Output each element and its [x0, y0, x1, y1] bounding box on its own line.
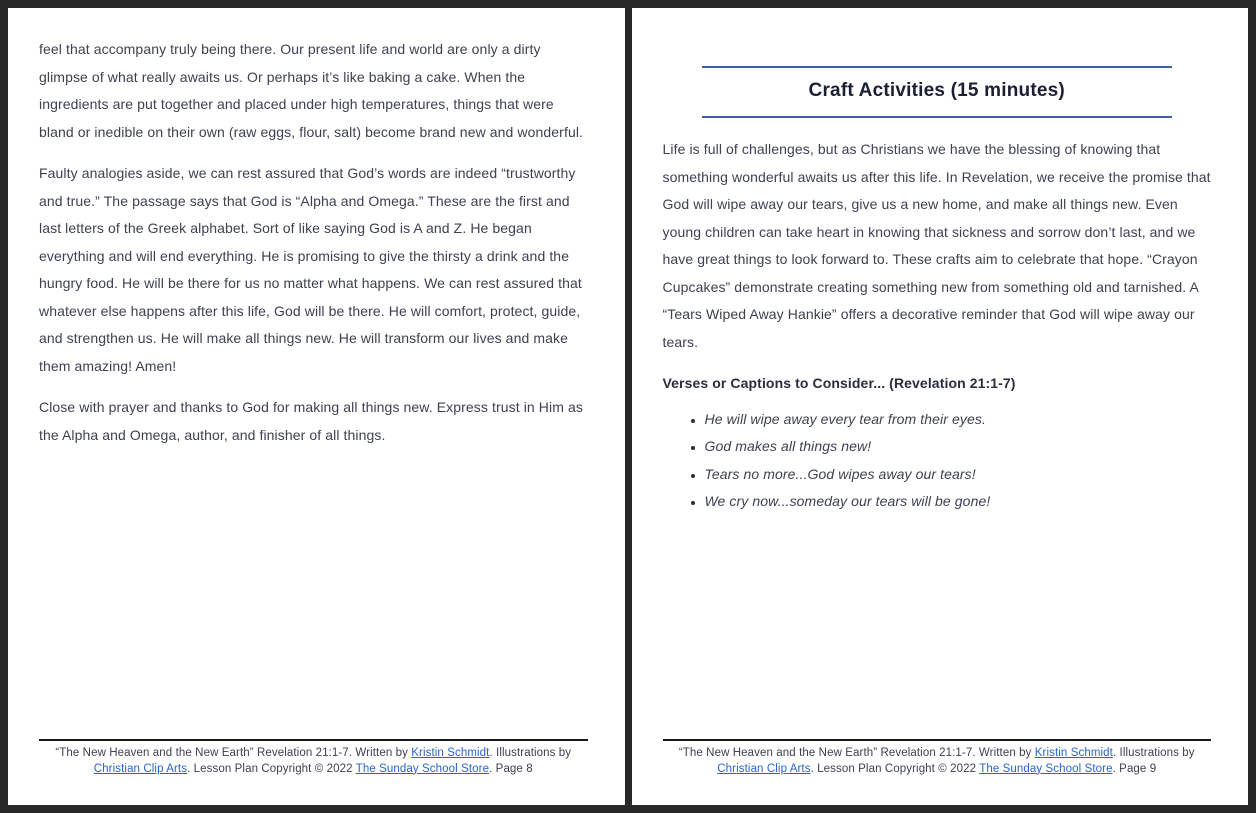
author-link[interactable]: Kristin Schmidt [1034, 747, 1113, 759]
illustrator-link[interactable]: Christian Clip Arts [93, 762, 188, 775]
section-heading: Craft Activities (15 minutes) [808, 80, 1065, 101]
page-8-body [39, 36, 588, 449]
page-footer [663, 739, 1212, 777]
verse-bullet-item: • We cry now...someday our tears will be gone! [705, 488, 1212, 516]
paragraph: Close with prayer and thanks to God for making all things new. Express trust in Him as the Alpha and Omega, author, and finisher of all things. [39, 399, 583, 443]
paragraph: Life is full of challenges, but as Christians we have the blessing of knowing that something wonderful awaits us after this life. In Revelation, we receive the promise that God will wipe away our tears, give us a new home, and make all things new. Even young children can take heart in knowing that sickness and sorrow don’t last, and we have great things to look forward to. These crafts aim to celebrate that hope. “Crayon Cupcakes” demonstrate creating something new from something old and tarnished. A “Tears Wiped Away Hankie” offers a decorative reminder that God will wipe away our tears. [662, 141, 1211, 350]
store-link[interactable]: The Sunday School Store [979, 762, 1113, 775]
illustrator-link[interactable]: Christian Clip Arts [717, 762, 811, 775]
verse-bullet-item: • He will wipe away every tear from their eyes. [705, 406, 1212, 434]
footer-text: . Illustrations by [1112, 747, 1195, 759]
footer-text: “The New Heaven and the New Earth” Revelation 21:1-7. Written by [678, 747, 1035, 759]
footer-text: “The New Heaven and the New Earth” Revelation 21:1-7. Written by [55, 747, 412, 759]
author-link[interactable]: Kristin Schmidt [411, 747, 490, 759]
page-footer [39, 739, 588, 777]
verses-subheading: Verses or Captions to Consider... (Revelation 21:1-7) [662, 375, 1016, 391]
page-number: . Page 8 [489, 762, 533, 775]
paragraph: Faulty analogies aside, we can rest assured that God’s words are indeed “trustworthy and true.” The passage says that God is “Alpha and Omega.” These are the first and last letters of the Greek alphabet. Sort of like saying God is A and Z. He began everything and will end everything. He is promising to give the thirsty a drink and the hungry food. He will be there for us no matter what happens. We can rest assured that whatever else happens after this life, God will be there. He will comfort, protect, guide, and strengthen us. He will make all things new. He will transform our lives and make them amazing! Amen! [39, 165, 582, 374]
page-number: . Page 9 [1112, 762, 1157, 775]
footer-text: . Lesson Plan Copyright © 2022 [810, 762, 980, 775]
page-9 [632, 8, 1249, 805]
verse-bullet-list [663, 406, 1212, 516]
store-link[interactable]: The Sunday School Store [355, 762, 490, 775]
verse-bullet-item: • God makes all things new! [705, 433, 1212, 461]
footer-text: . Illustrations by [489, 747, 572, 759]
section-heading-block [702, 66, 1172, 118]
footer-text: . Lesson Plan Copyright © 2022 [187, 762, 356, 775]
paragraph: feel that accompany truly being there. Our present life and world are only a dirty glimpse of what really awaits us. Or perhaps it’s like baking a cake. When the ingredients are put together and placed under high temperatures, things that were bland or inedible on their own (raw eggs, flour, salt) become brand new and wonderful. [39, 41, 584, 140]
verse-bullet-item: • Tears no more...God wipes away our tears! [705, 461, 1212, 489]
page-8 [8, 8, 625, 805]
